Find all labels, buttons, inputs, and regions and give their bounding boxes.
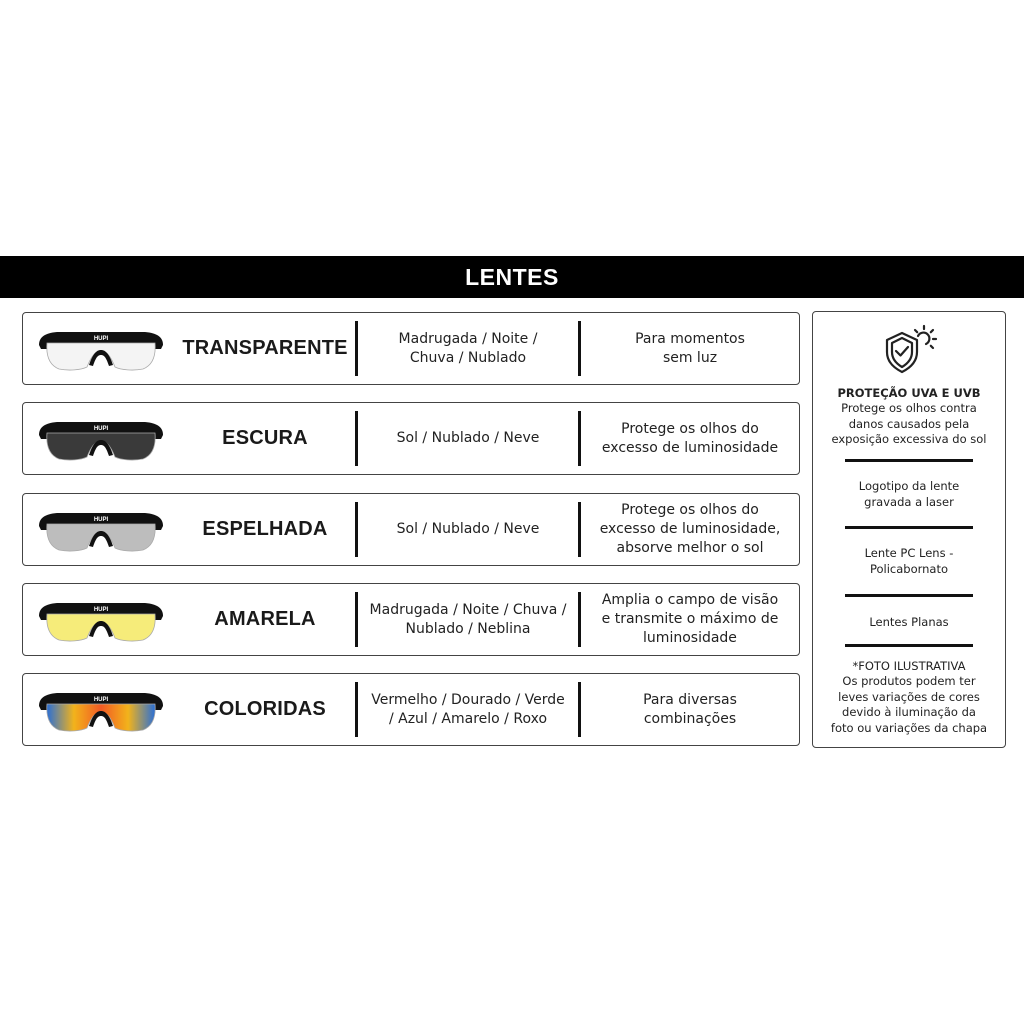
lens-name: COLORIDAS (204, 698, 326, 720)
column-divider (578, 592, 581, 647)
brand-logo: HUPI (93, 426, 109, 432)
lens-row (22, 493, 800, 566)
lens-name: AMARELA (214, 608, 316, 630)
divider (845, 459, 973, 462)
column-divider (355, 592, 358, 647)
usage-conditions: Sol / Nublado / Neve (396, 430, 540, 446)
divider (845, 526, 973, 529)
column-divider (355, 411, 358, 466)
protection-title: PROTEÇÃO UVA E UVB (837, 386, 981, 400)
lens-row (22, 673, 800, 746)
brand-logo: HUPI (93, 336, 109, 342)
lens-name: ESPELHADA (202, 518, 328, 540)
divider (845, 644, 973, 647)
page-title: LENTES (465, 263, 559, 290)
brand-logo: HUPI (93, 607, 109, 613)
usage-conditions: Madrugada / Noite / Chuva / Nublado (398, 330, 538, 366)
lens-description: Protege os olhos do excesso de luminosidade (601, 420, 779, 456)
brand-logo: HUPI (93, 517, 109, 523)
uv-shield-icon (879, 322, 939, 378)
lens-row (22, 312, 800, 385)
logo-text: Logotipo da lente gravada a laser (858, 479, 960, 509)
lens-description: Amplia o campo de visão e transmite o máximo de luminosidade (601, 592, 779, 646)
lens-description: Para momentos sem luz (635, 330, 745, 366)
lens-description: Protege os olhos do excesso de luminosidade, absorve melhor o sol (599, 502, 781, 556)
sunglasses-icon (35, 684, 167, 738)
sunglasses-icon (35, 594, 167, 648)
divider (845, 594, 973, 597)
usage-conditions: Sol / Nublado / Neve (396, 521, 540, 537)
sunglasses-icon (35, 504, 167, 558)
note-text: Os produtos podem ter leves variações de cores devido à iluminação da foto ou variações da chapa (830, 674, 988, 735)
header-bar (0, 256, 1024, 298)
material-text: Lente PC Lens - Policabornato (864, 546, 954, 576)
sunglasses-icon (35, 413, 167, 467)
column-divider (578, 682, 581, 737)
protection-text: Protege os olhos contra danos causados pela exposição excessiva do sol (831, 401, 987, 446)
sunglasses-icon (35, 323, 167, 377)
flat-lens-text: Lentes Planas (869, 615, 949, 629)
column-divider (578, 502, 581, 557)
lens-row (22, 583, 800, 656)
usage-conditions: Vermelho / Dourado / Verde / Azul / Amarelo / Roxo (371, 691, 565, 727)
lens-name: TRANSPARENTE (182, 337, 348, 359)
column-divider (578, 321, 581, 376)
column-divider (578, 411, 581, 466)
note-title: *FOTO ILUSTRATIVA (852, 659, 966, 673)
lens-name: ESCURA (222, 427, 308, 449)
column-divider (355, 502, 358, 557)
info-panel (812, 311, 1006, 748)
lens-row (22, 402, 800, 475)
brand-logo: HUPI (93, 697, 109, 703)
column-divider (355, 321, 358, 376)
usage-conditions: Madrugada / Noite / Chuva / Nublado / Neblina (369, 601, 567, 637)
column-divider (355, 682, 358, 737)
lens-description: Para diversas combinações (643, 691, 737, 727)
